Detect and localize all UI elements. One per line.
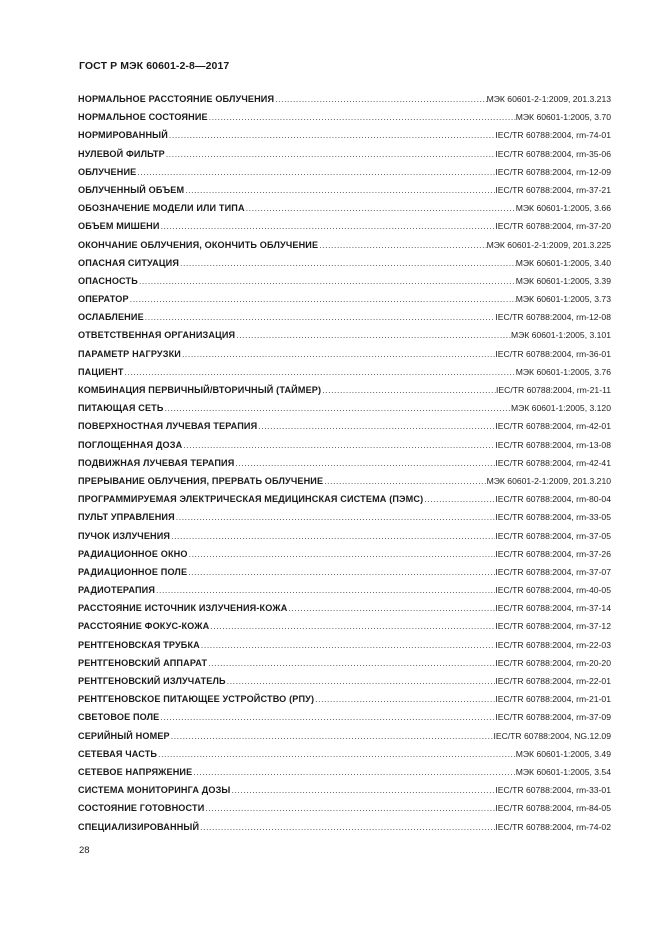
dot-leader (274, 90, 486, 108)
dot-leader (287, 599, 495, 617)
entry-term: КОМБИНАЦИЯ ПЕРВИЧНЫЙ/ВТОРИЧНЫЙ (ТАЙМЕР) (78, 385, 322, 395)
dot-leader (160, 217, 496, 235)
entry-reference: IEC/TR 60788:2004, rm-22-01 (495, 676, 611, 686)
entry-term: ПРЕРЫВАНИЕ ОБЛУЧЕНИЯ, ПРЕРВАТЬ ОБЛУЧЕНИЕ (78, 475, 324, 486)
dot-leader (181, 345, 495, 363)
index-entry (78, 399, 611, 417)
entry-reference: IEC/TR 60788:2004, rm-12-08 (495, 312, 611, 323)
dot-leader (200, 636, 495, 654)
dot-leader (245, 199, 516, 217)
index-entry (78, 672, 611, 690)
entry-term: НУЛЕВОЙ ФИЛЬТР (78, 148, 165, 159)
entry-reference: МЭК 60601-1:2005, 3.76 (515, 366, 611, 377)
entry-reference: IEC/TR 60788:2004, rm-21-11 (496, 385, 611, 395)
index-entry (78, 363, 611, 381)
dot-leader (182, 436, 495, 454)
entry-term: НОРМАЛЬНОЕ СОСТОЯНИЕ (78, 112, 208, 123)
index-entry (78, 454, 611, 472)
entry-reference: IEC/TR 60788:2004, rm-84-05 (495, 803, 611, 814)
index-entry (78, 381, 611, 399)
dot-leader (230, 781, 495, 799)
entry-term: ПОГЛОЩЕННАЯ ДОЗА (78, 439, 183, 450)
entry-reference: МЭК 60601-1:2005, 3.66 (515, 203, 611, 214)
entry-reference: МЭК 60601-2-1:2009, 201.3.225 (486, 239, 611, 250)
entry-reference: МЭК 60601-1:2005, 3.101 (510, 330, 611, 341)
entry-term: СОСТОЯНИЕ ГОТОВНОСТИ (78, 803, 205, 814)
index-entry (78, 708, 611, 726)
entry-term: ОБЛУЧЕНИЕ (78, 166, 137, 177)
entry-term: ОБОЗНАЧЕНИЕ МОДЕЛИ ИЛИ ТИПА (78, 203, 245, 214)
index-entry (78, 727, 611, 745)
index-entry (78, 763, 611, 781)
index-entry (78, 472, 611, 490)
entry-reference: IEC/TR 60788:2004, rm-80-04 (495, 494, 611, 505)
entry-term: РЕНТГЕНОВСКИЙ АППАРАТ (78, 657, 208, 668)
index-entry (78, 818, 611, 836)
entry-reference: МЭК 60601-1:2005, 3.120 (510, 403, 611, 414)
entry-term: СЕТЕВАЯ ЧАСТЬ (78, 748, 158, 759)
dot-leader (321, 381, 496, 399)
index-entry (78, 799, 611, 817)
dot-leader (323, 472, 486, 490)
entry-reference: IEC/TR 60788:2004, rm-33-01 (495, 785, 611, 796)
index-entry (78, 417, 611, 435)
entry-reference: IEC/TR 60788:2004, rm-20-20 (495, 657, 611, 668)
index-entry (78, 90, 611, 108)
dot-leader (209, 617, 495, 635)
dot-leader (423, 490, 495, 508)
entry-term: РАДИАЦИОННОЕ ПОЛЕ (78, 566, 188, 577)
entry-term: РАССТОЯНИЕ ИСТОЧНИК ИЗЛУЧЕНИЯ-КОЖА (78, 603, 288, 614)
entry-term: ОБЪЕМ МИШЕНИ (78, 221, 160, 232)
entry-term: ОКОНЧАНИЕ ОБЛУЧЕНИЯ, ОКОНЧИТЬ ОБЛУЧЕНИЕ (78, 239, 319, 250)
dot-leader (168, 126, 495, 144)
entry-term: ОСЛАБЛЕНИЕ (78, 312, 144, 323)
dot-leader (138, 272, 516, 290)
index-entry (78, 236, 611, 254)
index-entry (78, 781, 611, 799)
entry-term: СВЕТОВОЕ ПОЛЕ (78, 712, 160, 723)
entry-term: ПОВЕРХНОСТНАЯ ЛУЧЕВАЯ ТЕРАПИЯ (78, 421, 258, 432)
entry-reference: IEC/TR 60788:2004, rm-40-05 (495, 585, 611, 596)
dot-leader (175, 508, 496, 526)
entry-reference: IEC/TR 60788:2004, rm-21-01 (495, 694, 611, 705)
entry-reference: IEC/TR 60788:2004, rm-42-01 (495, 421, 611, 432)
entry-reference: МЭК 60601-2-1:2009, 201.3.213 (486, 94, 611, 104)
dot-leader (155, 581, 495, 599)
entry-reference: МЭК 60601-1:2005, 3.54 (515, 766, 611, 777)
entry-term: ПУЧОК ИЗЛУЧЕНИЯ (78, 530, 171, 541)
index-entry (78, 272, 611, 290)
entry-reference: IEC/TR 60788:2004, rm-37-21 (495, 184, 611, 195)
entry-term: ПАРАМЕТР НАГРУЗКИ (78, 348, 181, 359)
dot-leader (235, 326, 511, 344)
index-entry (78, 126, 611, 144)
index-entry (78, 345, 611, 363)
entry-reference: МЭК 60601-1:2005, 3.73 (515, 294, 611, 305)
dot-leader (226, 672, 496, 690)
index-entry (78, 436, 611, 454)
dot-leader (318, 236, 486, 254)
dot-leader (188, 545, 496, 563)
dot-leader (170, 727, 494, 745)
entry-reference: IEC/TR 60788:2004, rm-37-20 (495, 221, 611, 232)
page-number: 28 (79, 845, 90, 856)
entry-reference: IEC/TR 60788:2004, rm-74-02 (495, 821, 611, 832)
dot-leader (129, 290, 516, 308)
index-entry (78, 527, 611, 545)
entry-term: РЕНТГЕНОВСКОЕ ПИТАЮЩЕЕ УСТРОЙСТВО (РПУ) (78, 694, 315, 705)
term-index-list (78, 90, 611, 836)
dot-leader (170, 527, 495, 545)
index-entry (78, 745, 611, 763)
entry-reference: МЭК 60601-1:2005, 3.70 (515, 112, 611, 123)
entry-term: РАДИАЦИОННОЕ ОКНО (78, 548, 188, 559)
index-entry (78, 326, 611, 344)
dot-leader (179, 254, 516, 272)
dot-leader (157, 745, 516, 763)
entry-term: РАССТОЯНИЕ ФОКУС-КОЖА (78, 621, 210, 632)
entry-term: РЕНТГЕНОВСКИЙ ИЗЛУЧАТЕЛЬ (78, 676, 226, 686)
dot-leader (164, 399, 511, 417)
index-entry (78, 108, 611, 126)
entry-term: ПИТАЮЩАЯ СЕТЬ (78, 403, 164, 414)
index-entry (78, 599, 611, 617)
dot-leader (208, 108, 516, 126)
entry-reference: IEC/TR 60788:2004, rm-37-26 (495, 548, 611, 559)
index-entry (78, 290, 611, 308)
entry-term: РЕНТГЕНОВСКАЯ ТРУБКА (78, 639, 200, 650)
entry-reference: IEC/TR 60788:2004, rm-37-07 (495, 566, 611, 577)
entry-term: ПУЛЬТ УПРАВЛЕНИЯ (78, 512, 175, 523)
index-entry (78, 654, 611, 672)
dot-leader (234, 454, 495, 472)
dot-leader (207, 654, 495, 672)
index-entry (78, 181, 611, 199)
dot-leader (192, 763, 515, 781)
index-entry (78, 690, 611, 708)
entry-term: ПОДВИЖНАЯ ЛУЧЕВАЯ ТЕРАПИЯ (78, 457, 235, 468)
entry-reference: IEC/TR 60788:2004, rm-37-14 (495, 603, 611, 614)
entry-term: НОРМАЛЬНОЕ РАССТОЯНИЕ ОБЛУЧЕНИЯ (78, 94, 275, 104)
entry-reference: IEC/TR 60788:2004, rm-42-41 (495, 457, 611, 468)
dot-leader (159, 708, 495, 726)
entry-term: ОПАСНАЯ СИТУАЦИЯ (78, 257, 180, 268)
entry-reference: IEC/TR 60788:2004, rm-37-12 (495, 621, 611, 632)
entry-term: ОБЛУЧЕННЫЙ ОБЪЕМ (78, 184, 185, 195)
index-entry (78, 254, 611, 272)
index-entry (78, 545, 611, 563)
entry-reference: МЭК 60601-2-1:2009, 201.3.210 (486, 475, 611, 486)
index-entry (78, 217, 611, 235)
index-entry (78, 145, 611, 163)
entry-term: СЕТЕВОЕ НАПРЯЖЕНИЕ (78, 766, 193, 777)
entry-reference: IEC/TR 60788:2004, rm-12-09 (495, 166, 611, 177)
entry-term: ПАЦИЕНТ (78, 366, 124, 377)
entry-reference: IEC/TR 60788:2004, rm-35-06 (495, 148, 611, 159)
dot-leader (165, 145, 496, 163)
entry-term: ПРОГРАММИРУЕМАЯ ЭЛЕКТРИЧЕСКАЯ МЕДИЦИНСКАЯ СИСТЕМА (ПЭМС) (78, 494, 424, 505)
entry-term: СПЕЦИАЛИЗИРОВАННЫЙ (78, 821, 200, 832)
page-header: ГОСТ Р МЭК 60601-2-8—2017 (79, 60, 230, 72)
dot-leader (136, 163, 495, 181)
dot-leader (314, 690, 495, 708)
index-entry (78, 490, 611, 508)
entry-term: ОПЕРАТОР (78, 294, 129, 305)
dot-leader (204, 799, 495, 817)
entry-reference: IEC/TR 60788:2004, rm-74-01 (495, 130, 611, 141)
index-entry (78, 308, 611, 326)
dot-leader (199, 818, 495, 836)
entry-reference: IEC/TR 60788:2004, NG.12.09 (493, 730, 611, 741)
entry-reference: IEC/TR 60788:2004, rm-36-01 (495, 348, 611, 359)
entry-reference: IEC/TR 60788:2004, rm-22-03 (495, 639, 611, 650)
dot-leader (184, 181, 495, 199)
entry-reference: IEC/TR 60788:2004, rm-37-09 (495, 712, 611, 723)
entry-reference: МЭК 60601-1:2005, 3.40 (515, 257, 611, 268)
dot-leader (124, 363, 516, 381)
entry-term: ОТВЕТСТВЕННАЯ ОРГАНИЗАЦИЯ (78, 330, 236, 341)
entry-reference: IEC/TR 60788:2004, rm-33-05 (495, 512, 611, 523)
dot-leader (187, 563, 495, 581)
index-entry (78, 636, 611, 654)
entry-term: РАДИОТЕРАПИЯ (78, 585, 156, 596)
entry-term: ОПАСНОСТЬ (78, 275, 138, 286)
dot-leader (257, 417, 495, 435)
index-entry (78, 581, 611, 599)
entry-reference: МЭК 60601-1:2005, 3.39 (515, 275, 611, 286)
index-entry (78, 617, 611, 635)
index-entry (78, 199, 611, 217)
entry-reference: IEC/TR 60788:2004, rm-37-05 (495, 530, 611, 541)
dot-leader (144, 308, 496, 326)
entry-term: СЕРИЙНЫЙ НОМЕР (78, 730, 170, 741)
entry-reference: МЭК 60601-1:2005, 3.49 (515, 748, 611, 759)
index-entry (78, 163, 611, 181)
entry-reference: IEC/TR 60788:2004, rm-13-08 (495, 439, 611, 450)
entry-term: НОРМИРОВАННЫЙ (78, 130, 168, 141)
index-entry (78, 563, 611, 581)
index-entry (78, 508, 611, 526)
entry-term: СИСТЕМА МОНИТОРИНГА ДОЗЫ (78, 785, 231, 796)
